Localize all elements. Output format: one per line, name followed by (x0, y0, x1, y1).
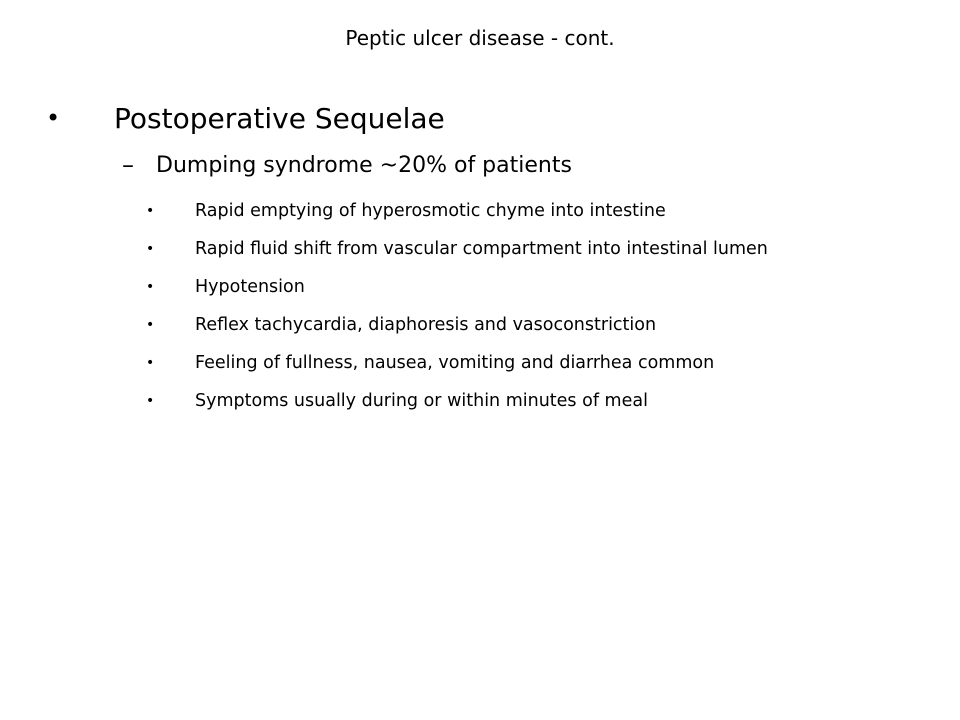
list-item (146, 306, 768, 344)
dash-icon: – (122, 151, 134, 179)
bullet-icon: • (146, 241, 155, 257)
subheading-text: Dumping syndrome ~20% of patients (156, 152, 572, 178)
list-item (146, 230, 768, 268)
point-text: Rapid fluid shift from vascular compartment into intestinal lumen (195, 239, 768, 259)
point-text: Symptoms usually during or within minutes of meal (195, 391, 648, 411)
subheading-item (122, 147, 572, 183)
point-text: Feeling of fullness, nausea, vomiting and diarrhea common (195, 353, 715, 373)
heading-text: Postoperative Sequelae (114, 101, 445, 135)
point-text: Rapid emptying of hyperosmotic chyme into intestine (195, 201, 666, 221)
heading-item (46, 96, 445, 140)
point-text: Reflex tachycardia, diaphoresis and vasoconstriction (195, 315, 657, 335)
bullet-icon: • (146, 317, 155, 333)
bullet-icon: • (146, 355, 155, 371)
bullet-icon: • (146, 393, 155, 409)
list-item (146, 268, 768, 306)
list-item (146, 344, 768, 382)
list-item (146, 382, 768, 420)
bullet-icon: • (146, 203, 155, 219)
bullet-icon: • (46, 104, 61, 132)
points-list (146, 192, 768, 420)
list-item (146, 192, 768, 230)
point-text: Hypotension (195, 277, 305, 297)
bullet-icon: • (146, 279, 155, 295)
slide-title: Peptic ulcer disease - cont. (345, 26, 615, 50)
